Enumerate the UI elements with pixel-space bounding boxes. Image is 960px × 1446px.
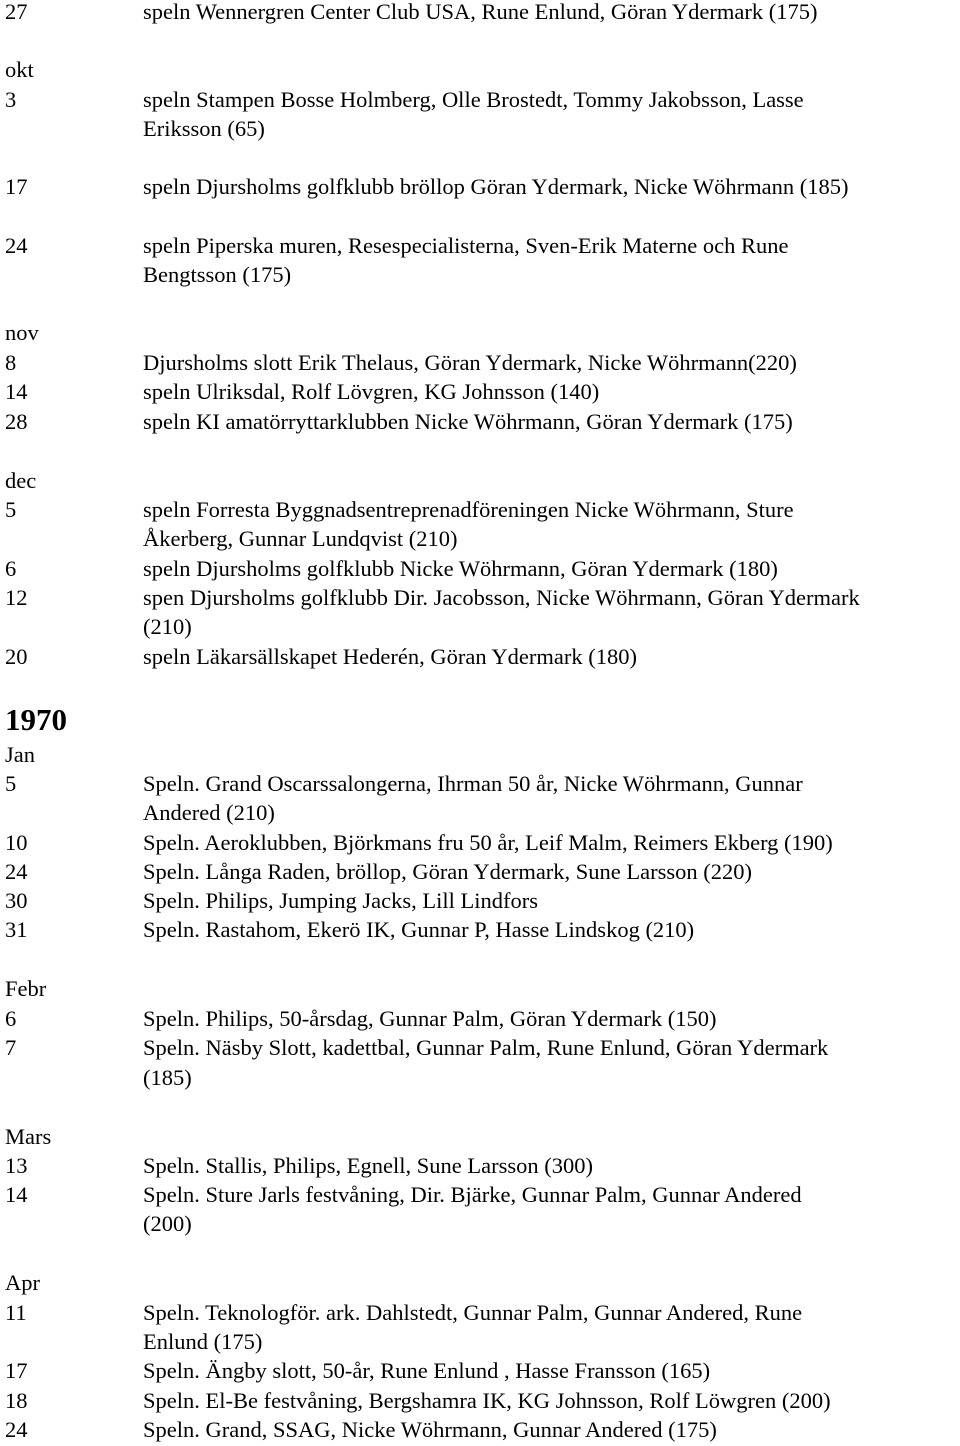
month-heading-jan: Jan <box>5 742 35 767</box>
entry-line <box>0 114 960 144</box>
entry-text: speln Läkarsällskapet Hederén, Göran Ydermark (180) <box>143 644 637 669</box>
entry-line <box>0 1004 960 1034</box>
entry-text: speln Forresta Byggnadsentreprenadföreningen Nicke Wöhrmann, Sture <box>143 497 794 522</box>
entry-line <box>0 172 960 202</box>
entry-day: 5 <box>5 771 17 796</box>
entry-text: (185) <box>143 1065 192 1090</box>
entry-line <box>0 377 960 407</box>
entry-day: 13 <box>5 1153 28 1178</box>
entry-text: Speln. Teknologför. ark. Dahlstedt, Gunnar Palm, Gunnar Andered, Rune <box>143 1300 803 1325</box>
month-heading-mars: Mars <box>5 1124 52 1149</box>
entry-line <box>0 1209 960 1239</box>
entry-text: Andered (210) <box>143 800 275 825</box>
entry-day: 3 <box>5 87 17 112</box>
entry-line <box>0 1033 960 1063</box>
entry-line <box>0 1356 960 1386</box>
entry-line <box>0 85 960 115</box>
entry-day: 14 <box>5 1182 28 1207</box>
entry-text: spen Djursholms golfklubb Dir. Jacobsson, Nicke Wöhrmann, Göran Ydermark <box>143 585 860 610</box>
entry-day: 27 <box>5 0 28 24</box>
entry-text: Speln. Näsby Slott, kadettbal, Gunnar Palm, Rune Enlund, Göran Ydermark <box>143 1035 829 1060</box>
entry-day: 5 <box>5 497 17 522</box>
entry-line <box>0 915 960 945</box>
entry-line <box>0 1298 960 1328</box>
entry-day: 6 <box>5 1006 17 1031</box>
month-heading-nov: nov <box>5 320 39 345</box>
entry-day: 18 <box>5 1388 28 1413</box>
entry-text: Speln. Grand Oscarssalongerna, Ihrman 50 år, Nicke Wöhrmann, Gunnar <box>143 771 803 796</box>
entry-line <box>0 583 960 613</box>
entry-text: Speln. Grand, SSAG, Nicke Wöhrmann, Gunnar Andered (175) <box>143 1417 717 1442</box>
entry-line <box>0 524 960 554</box>
entry-line <box>0 642 960 672</box>
entry-day: 12 <box>5 585 28 610</box>
entry-text: Speln. Aeroklubben, Björkmans fru 50 år, Leif Malm, Reimers Ekberg (190) <box>143 830 833 855</box>
entry-day: 17 <box>5 1358 28 1383</box>
entry-text: speln Ulriksdal, Rolf Lövgren, KG Johnsson (140) <box>143 379 600 404</box>
entry-line <box>0 798 960 828</box>
entry-text: Speln. Philips, 50-årsdag, Gunnar Palm, Göran Ydermark (150) <box>143 1006 717 1031</box>
entry-day: 7 <box>5 1035 17 1060</box>
entry-text: speln Stampen Bosse Holmberg, Olle Brostedt, Tommy Jakobsson, Lasse <box>143 87 804 112</box>
entry-day: 11 <box>5 1300 27 1325</box>
entry-line <box>0 857 960 887</box>
entry-text: Speln. Stallis, Philips, Egnell, Sune Larsson (300) <box>143 1153 593 1178</box>
entry-text: speln KI amatörryttarklubben Nicke Wöhrmann, Göran Ydermark (175) <box>143 409 793 434</box>
entry-text: Speln. Philips, Jumping Jacks, Lill Lindfors <box>143 888 539 913</box>
entry-line <box>0 1386 960 1416</box>
entry-line <box>0 1415 960 1445</box>
entry-line <box>0 1063 960 1093</box>
entry-line <box>0 1151 960 1181</box>
entry-text: Speln. Långa Raden, bröllop, Göran Ydermark, Sune Larsson (220) <box>143 859 753 884</box>
entry-line <box>0 1327 960 1357</box>
entry-text: (200) <box>143 1211 192 1236</box>
entry-line <box>0 1180 960 1210</box>
entry-day: 10 <box>5 830 28 855</box>
entry-day: 20 <box>5 644 28 669</box>
entry-line <box>0 260 960 290</box>
entry-day: 8 <box>5 350 17 375</box>
entry-text: speln Piperska muren, Resespecialisterna, Sven-Erik Materne och Rune <box>143 233 789 258</box>
month-heading-apr: Apr <box>5 1270 40 1295</box>
entry-line <box>0 554 960 584</box>
month-heading-okt: okt <box>5 57 34 82</box>
entry-day: 24 <box>5 233 28 258</box>
entry-day: 28 <box>5 409 28 434</box>
entry-text: speln Wennergren Center Club USA, Rune Enlund, Göran Ydermark (175) <box>143 0 818 24</box>
entry-line <box>0 828 960 858</box>
entry-day: 30 <box>5 888 28 913</box>
entry-line <box>0 231 960 261</box>
entry-text: speln Djursholms golfklubb bröllop Göran Ydermark, Nicke Wöhrmann (185) <box>143 174 849 199</box>
entry-day: 24 <box>5 1417 28 1442</box>
entry-day: 6 <box>5 556 17 581</box>
entry-line <box>0 495 960 525</box>
entry-line <box>0 407 960 437</box>
entry-line <box>0 612 960 642</box>
entry-line <box>0 769 960 799</box>
entry-text: Speln. Rastahom, Ekerö IK, Gunnar P, Hasse Lindskog (210) <box>143 917 695 942</box>
entry-text: Djursholms slott Erik Thelaus, Göran Ydermark, Nicke Wöhrmann(220) <box>143 350 797 375</box>
entry-text: (210) <box>143 614 192 639</box>
entry-day: 24 <box>5 859 28 884</box>
entry-text: Speln. Ängby slott, 50-år, Rune Enlund , Hasse Fransson (165) <box>143 1358 711 1383</box>
entry-text: Bengtsson (175) <box>143 262 292 287</box>
entry-line <box>0 348 960 378</box>
entry-line <box>0 886 960 916</box>
entry-day: 31 <box>5 917 28 942</box>
entry-text: Åkerberg, Gunnar Lundqvist (210) <box>143 526 458 551</box>
year-heading: 1970 <box>5 702 67 737</box>
entry-text: Speln. El-Be festvåning, Bergshamra IK, KG Johnsson, Rolf Löwgren (200) <box>143 1388 831 1413</box>
month-heading-dec: dec <box>5 468 37 493</box>
entry-text: speln Djursholms golfklubb Nicke Wöhrmann, Göran Ydermark (180) <box>143 556 778 581</box>
entry-text: Speln. Sture Jarls festvåning, Dir. Bjärke, Gunnar Palm, Gunnar Andered <box>143 1182 802 1207</box>
entry-day: 17 <box>5 174 28 199</box>
entry-text: Enlund (175) <box>143 1329 263 1354</box>
entry-line <box>0 0 960 27</box>
entry-text: Eriksson (65) <box>143 116 265 141</box>
month-heading-febr: Febr <box>5 976 47 1001</box>
entry-day: 14 <box>5 379 28 404</box>
